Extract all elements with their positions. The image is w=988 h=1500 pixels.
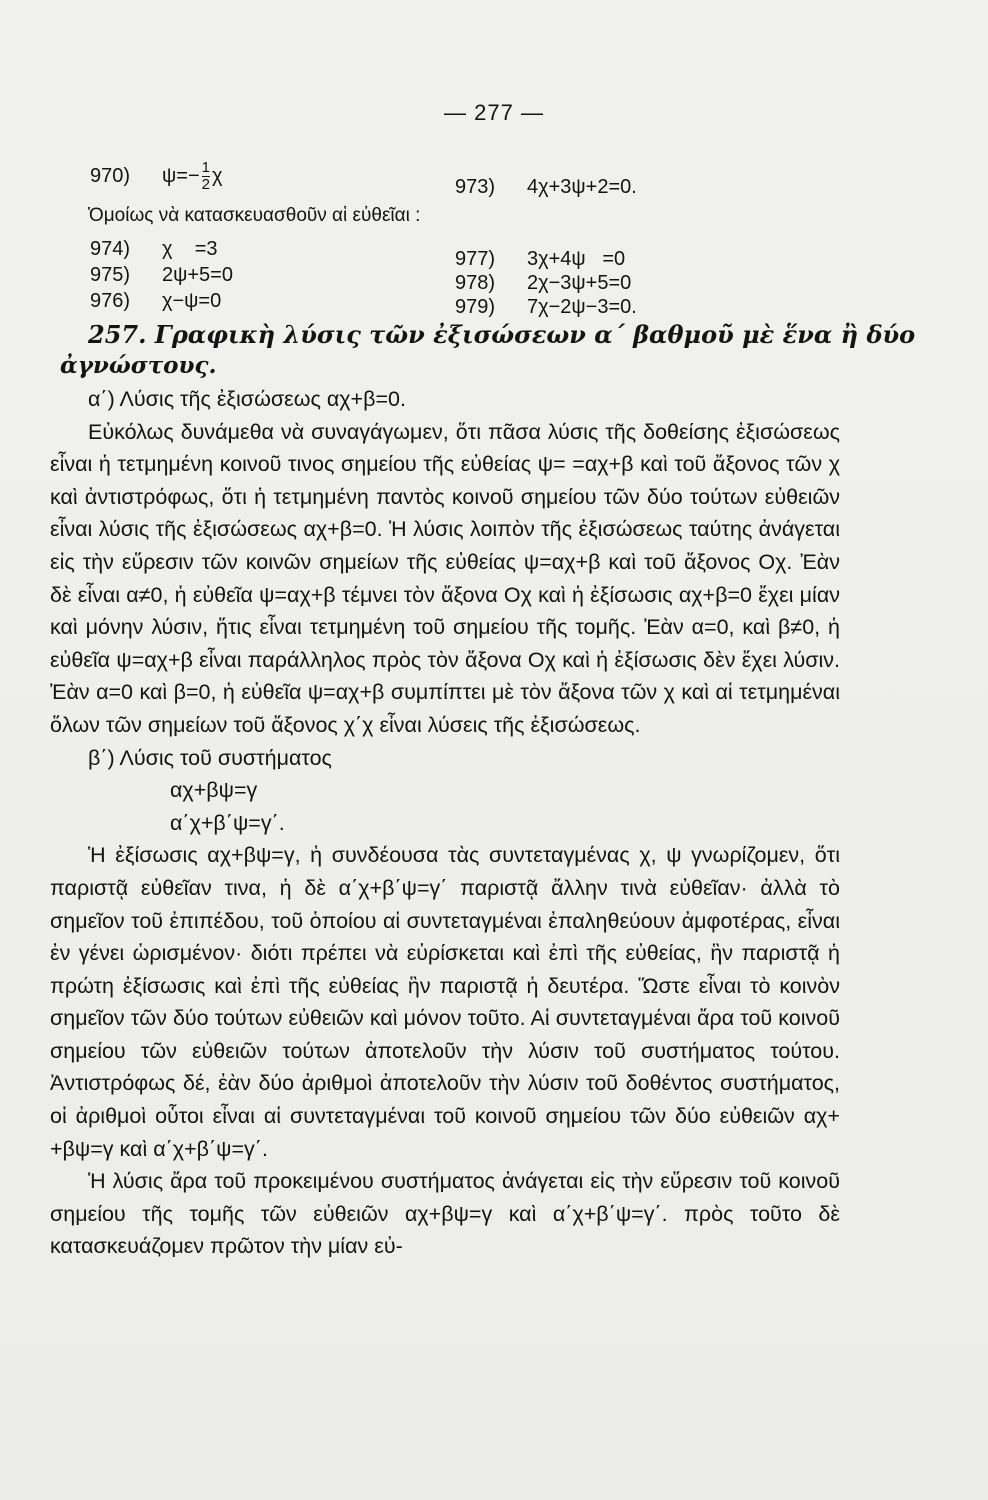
exercise-978: 978) 2χ−3ψ+5=0 xyxy=(455,272,632,294)
system-equation-2: α΄χ+β΄ψ=γ΄. xyxy=(170,810,285,835)
fraction: $\frac{1}{2}$ xyxy=(201,159,210,193)
body-text xyxy=(50,383,840,1263)
exercise-975: 975) 2ψ+5=0 xyxy=(90,264,233,286)
section-title: 257. Γραφικὴ λύσις τῶν ἐξισώσεων α΄ βαθμοῦ μὲ ἕνα ἢ δύο xyxy=(88,320,916,349)
subsection-a-heading: α΄) Λύσις τῆς ἐξισώσεως αχ+β=0. xyxy=(88,387,406,411)
page-number: — 277 — xyxy=(444,100,544,125)
exercise-979: 979) 7χ−2ψ−3=0. xyxy=(455,296,637,318)
exercise-973: 973) 4χ+3ψ+2=0. xyxy=(455,176,637,198)
exercise-970: 970) ψ=− $\frac{1}{2}$ χ xyxy=(90,159,223,193)
paragraph-b-1: Ἡ ἐξίσωσις αχ+βψ=γ, ἡ συνδέουσα τὰς συντεταγμένας χ, ψ γνωρίζομεν, ὅτι παριστᾷ εὐθεῖαν τινα, ἡ δὲ α΄χ+β΄ψ=γ΄ παριστᾷ ἄλλην τινὰ εὐθεῖαν· ἀλλὰ τὸ σημεῖον τοῦ ἐπιπέδου, τοῦ ὁποίου αἱ συντεταγμέναι ἐπαληθεύουν ἀμφοτέρας, εἶναι ἐν γένει ὡρισμένον· διότι πρέπει νὰ εὑρίσκεται καὶ ἐπὶ τῆς εὐθείας, ἣν παριστᾷ ἡ πρώτη ἐξίσωσις καὶ ἐπὶ τῆς εὐθείας ἣν παριστᾷ ἡ δευτέρα. Ὥστε εἶναι τὸ κοινὸν σημεῖον τῶν δύο τούτων εὐθειῶν καὶ μόνον τοῦτο. Αἱ συντεταγμέναι ἄρα τοῦ κοινοῦ σημείου τῶν εὐθειῶν τούτων ἀποτελοῦν τὴν λύσιν τοῦ συστήματος τούτου. Ἀντιστρόφως δέ, ἐὰν δύο ἀριθμοὶ ἀποτελοῦν τὴν λύσιν τοῦ δοθέντος συστήματος, οἱ ἀριθμοὶ οὗτοι εἶναι αἱ συντεταγμέναι τοῦ κοινοῦ σημείου τῶν δύο εὐθειῶν αχ+ +βψ=γ καὶ α΄χ+β΄ψ=γ΄. xyxy=(50,843,840,1161)
exercise-974: 974) χ =3 xyxy=(90,238,218,260)
system-equation-1: αχ+βψ=γ xyxy=(170,778,258,803)
subsection-b-heading: β΄) Λύσις τοῦ συστήματος xyxy=(88,745,332,770)
exercise-977: 977) 3χ+4ψ =0 xyxy=(455,248,626,270)
paragraph-a: Εὐκόλως δυνάμεθα νὰ συναγάγωμεν, ὅτι πᾶσα λύσις τῆς δοθείσης ἐξισώσεως εἶναι ἡ τετμημένη κοινοῦ τινος σημείου τῆς εὐθείας ψ= =αχ+β καὶ τοῦ ἄξονος τῶν χ καὶ ἀντιστρόφως, ὅτι ἡ τετμημένη παντὸς κοινοῦ σημείου τῶν δύο τούτων εὐθειῶν εἶναι λύσις τῆς ἐξισώσεως αχ+β=0. Ἡ λύσις λοιπὸν τῆς ἐξισώσεως ταύτης ἀνάγεται εἰς τὴν εὕρεσιν τῶν κοινῶν σημείων τῆς εὐθείας ψ=αχ+β καὶ τοῦ ἄξονος Οχ. Ἐὰν δὲ εἶναι α≠0, ἡ εὐθεῖα ψ=αχ+β τέμνει τὸν ἄξονα Οχ καὶ ἡ ἐξίσωσις αχ+β=0 ἔχει μίαν καὶ μόνην λύσιν, ἥτις εἶναι τετμημένη τοῦ σημείου τῆς τομῆς. Ἐὰν α=0, καὶ β≠0, ἡ εὐθεῖα ψ=αχ+β εἶναι παράλληλος πρὸς τὸν ἄξονα Οχ καὶ ἡ ἐξίσωσις δὲν ἔχει λύσιν. Ἐὰν α=0 καὶ β=0, ἡ εὐθεῖα ψ=αχ+β συμπίπτει μὲ τὸν ἄξονα τῶν χ καὶ αἱ τετμημέναι ὅλων τῶν σημείων τοῦ ἄξονος χ΄χ εἶναι λύσεις τῆς ἐξισώσεως. xyxy=(50,419,840,737)
paragraph-b-2: Ἡ λύσις ἄρα τοῦ προκειμένου συστήματος ἀνάγεται εἰς τὴν εὕρεσιν τοῦ κοινοῦ σημείου τῆς τομῆς τῶν εὐθειῶν αχ+βψ=γ καὶ α΄χ+β΄ψ=γ΄. πρὸς τοῦτο δὲ κατασκευάζομεν πρῶτον τὴν μίαν εὐ- xyxy=(50,1169,840,1259)
section-title-continued: ἀγνώστους. xyxy=(60,352,217,379)
exercise-976: 976) χ−ψ=0 xyxy=(90,290,222,312)
exercise-note: Ὁμοίως νὰ κατασκευασθοῦν αἱ εὐθεῖαι : xyxy=(88,205,421,226)
